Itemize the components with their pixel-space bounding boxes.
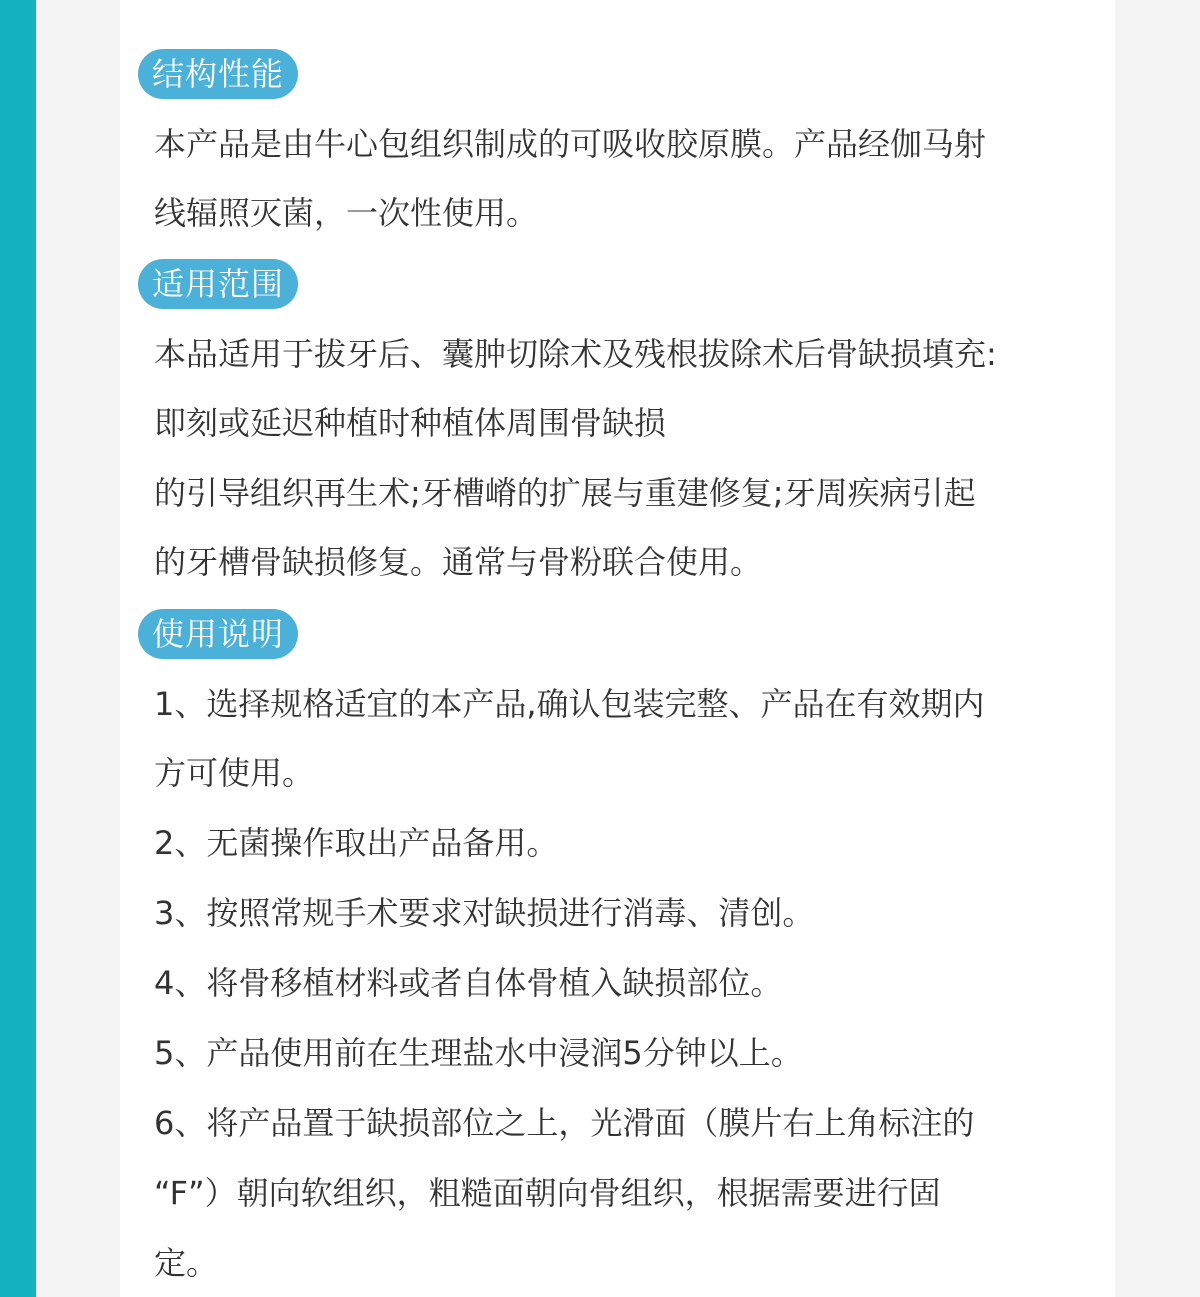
instructions-line-2: 方可使用。 [154, 754, 315, 792]
instructions-line-3: 2、无菌操作取出产品备用。 [154, 824, 559, 862]
section-title-instructions: 使用说明 [138, 609, 298, 659]
section-title-structure: 结构性能 [138, 49, 298, 99]
scope-line-4: 的牙槽骨缺损修复。通常与骨粉联合使用。 [154, 543, 763, 581]
structure-line-1: 本产品是由牛心包组织制成的可吸收胶原膜。产品经伽马射 [154, 125, 987, 163]
instructions-line-7: 6、将产品置于缺损部位之上，光滑面（膜片右上角标注的 [154, 1104, 975, 1142]
instructions-line-9: 定。 [154, 1244, 219, 1282]
scope-line-2: 即刻或延迟种植时种植体周围骨缺损 [154, 404, 667, 442]
structure-line-2: 线辐照灭菌，一次性使用。 [154, 194, 539, 232]
instructions-line-1: 1、选择规格适宜的本产品,确认包装完整、产品在有效期内 [154, 685, 985, 723]
scope-line-3: 的引导组织再生术;牙槽嵴的扩展与重建修复;牙周疾病引起 [154, 474, 976, 512]
instructions-line-5: 4、将骨移植材料或者自体骨植入缺损部位。 [154, 964, 783, 1002]
scope-line-1: 本品适用于拔牙后、囊肿切除术及残根拔除术后骨缺损填充: [154, 335, 997, 373]
instructions-line-8: “F”）朝向软组织，粗糙面朝向骨组织，根据需要进行固 [154, 1174, 941, 1212]
instructions-line-4: 3、按照常规手术要求对缺损进行消毒、清创。 [154, 894, 815, 932]
left-accent-bar [0, 0, 36, 1297]
instructions-line-6: 5、产品使用前在生理盐水中浸润5分钟以上。 [154, 1034, 803, 1072]
section-title-scope: 适用范围 [138, 259, 298, 309]
